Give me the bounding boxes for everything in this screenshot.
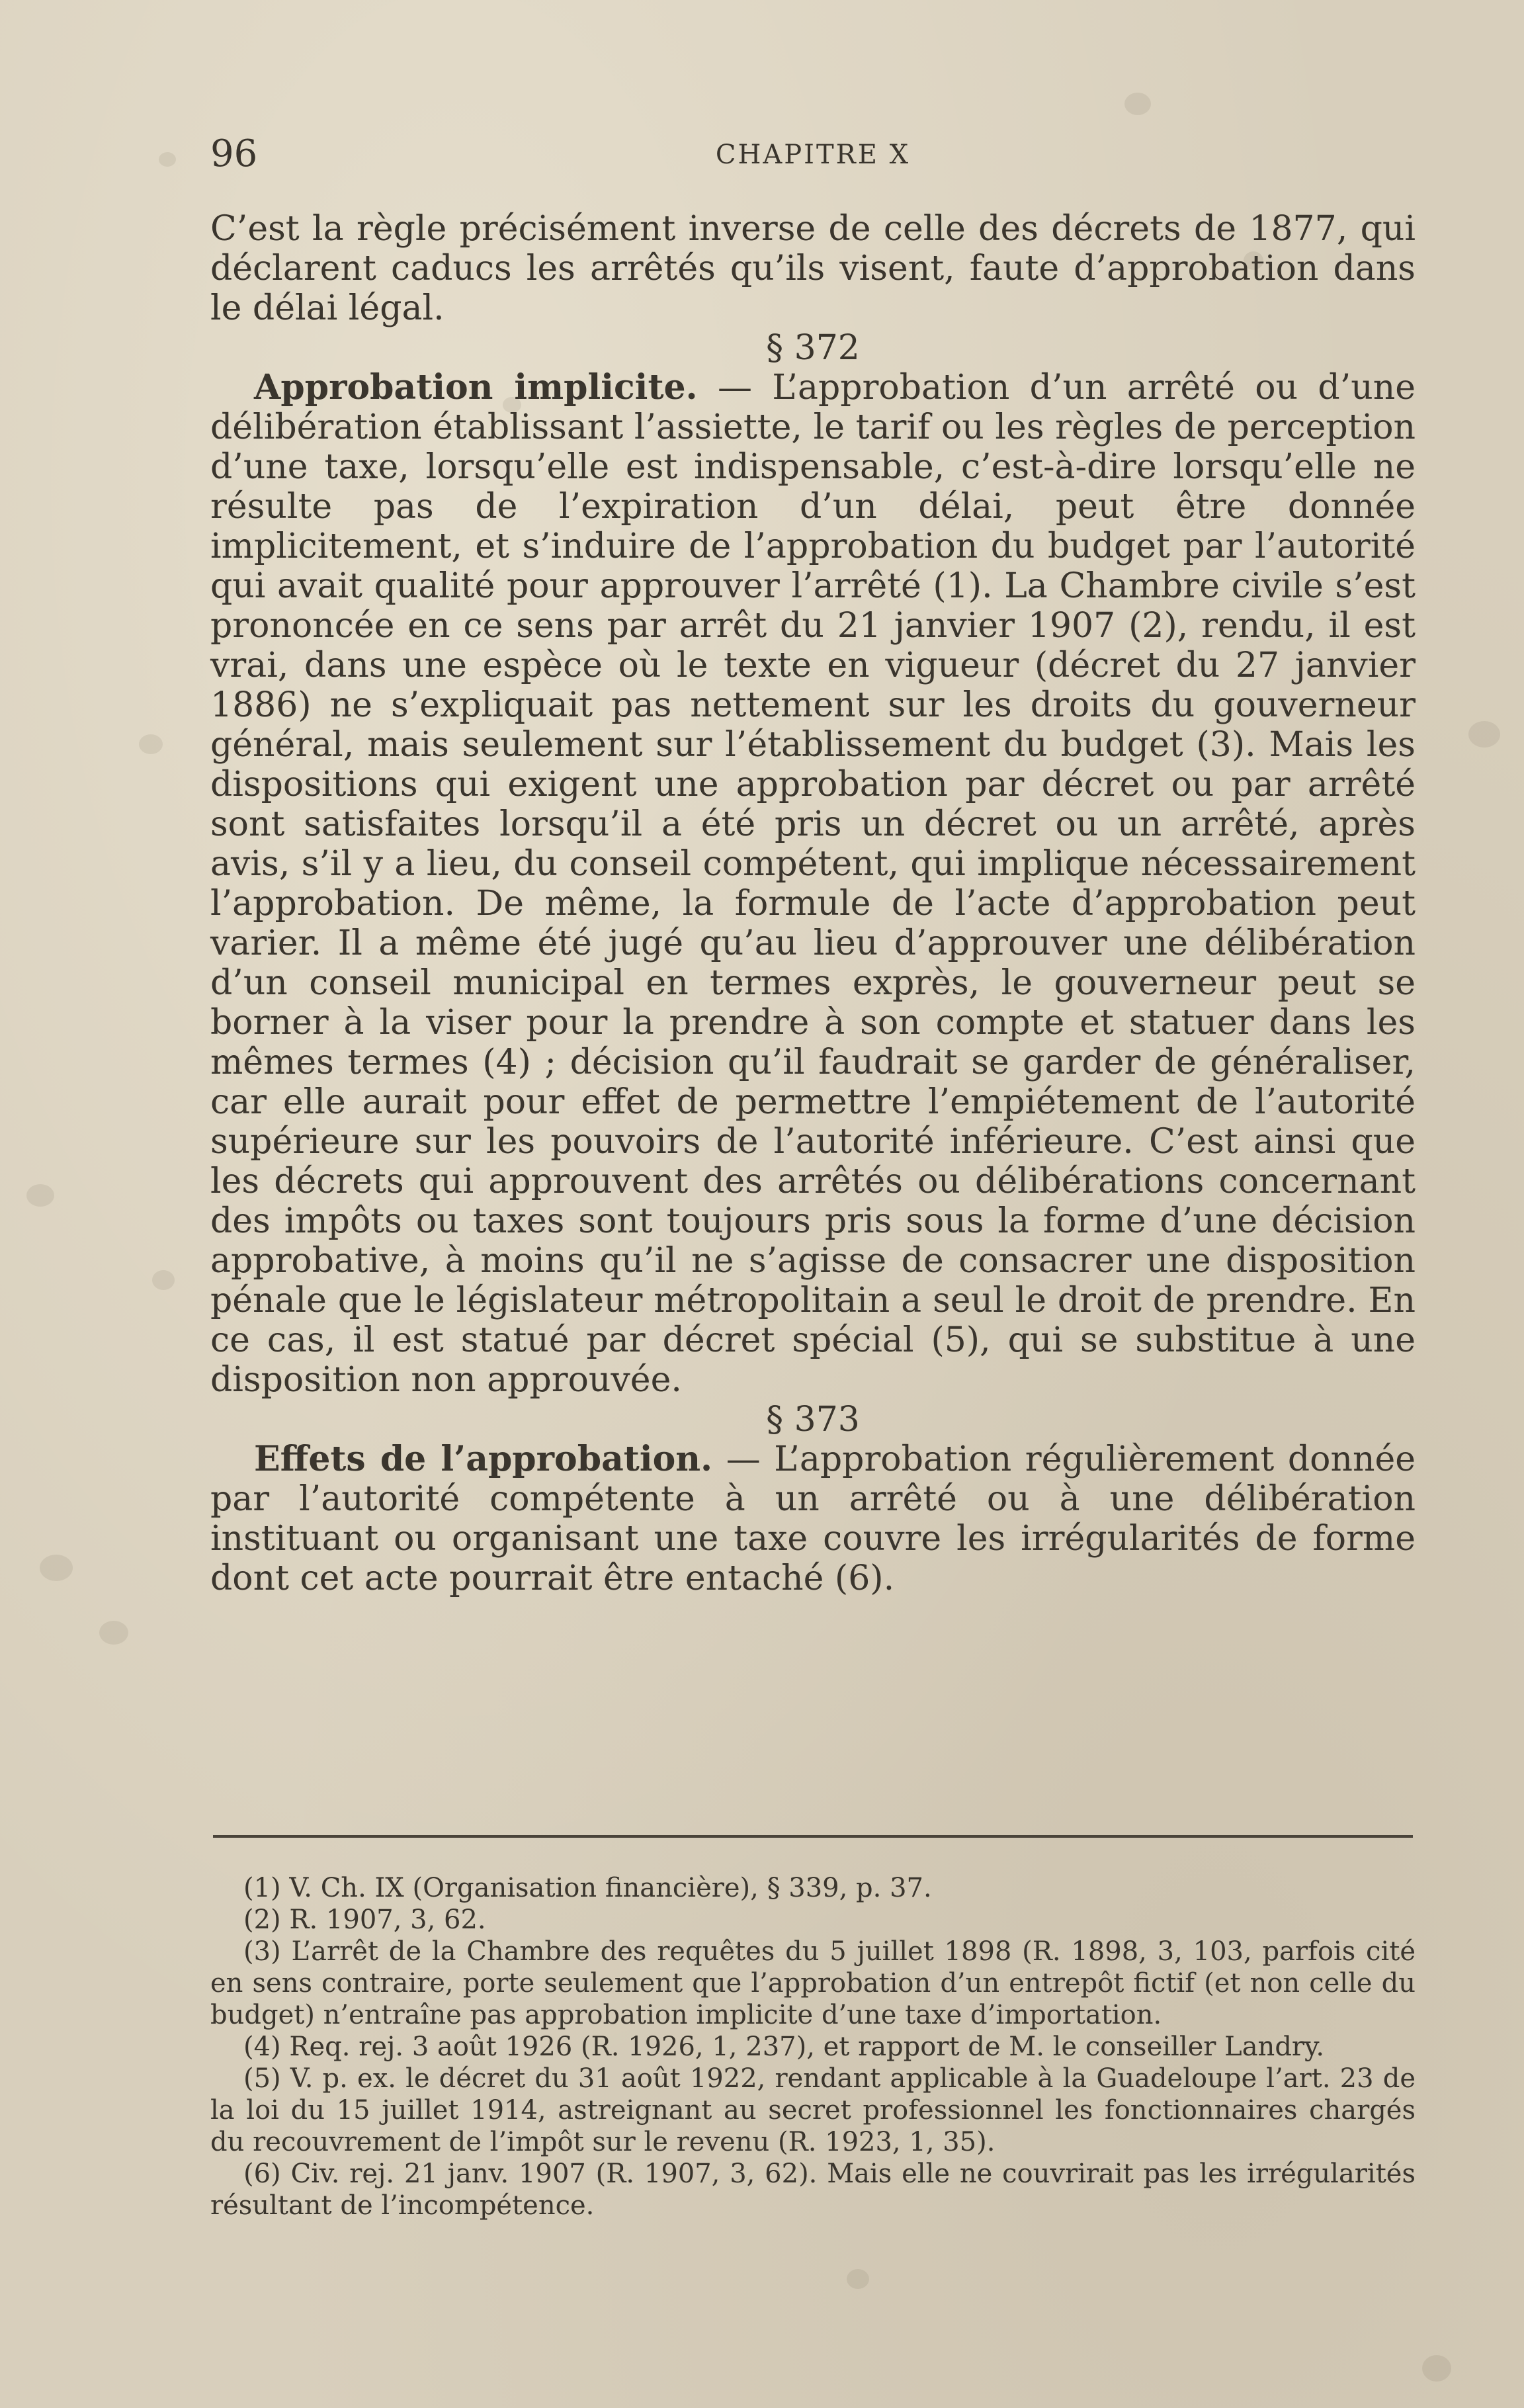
paper-spot <box>1124 93 1151 115</box>
section-paragraph-373 <box>210 1440 1416 1598</box>
chapter-title: CHAPITRE X <box>715 140 911 170</box>
section-paragraph-372 <box>210 368 1416 1400</box>
footnote: (1) V. Ch. IX (Organisation financière), § 339, p. 37. <box>243 1873 932 1903</box>
footnote-divider <box>213 1835 1413 1838</box>
footnote: (5) V. p. ex. le décret du 31 août 1922, rendant applicable à la Guadeloupe l’art. 23 de la loi du 15 juillet 1914, astreignant au secret professionnel les fonctionnaires chargés du recouvrement de l’impôt sur le revenu (R. 1923, 1, 35). <box>210 2063 1416 2157</box>
continued-paragraph: C’est la règle précisément inverse de celle des décrets de 1877, qui déclarent caducs les arrêtés qu’ils visent, faute d’approbation dans le délai légal. <box>210 209 1416 328</box>
footnotes <box>210 1872 1416 2221</box>
paper-spot <box>1422 2355 1451 2382</box>
paper-spot <box>1468 721 1500 748</box>
section-heading-373: § 373 <box>766 1400 860 1440</box>
section-text-373: L’approbation régulièrement donnée par l’autorité compétente à un arrêté ou à une délibération instituant ou organisant une taxe couvre les irrégularités de forme dont cet acte pourrait être entaché (6). <box>210 1440 1416 1598</box>
rubric-dash: — <box>712 1440 775 1479</box>
paper-spot <box>26 1184 54 1207</box>
footnote: (6) Civ. rej. 21 janv. 1907 (R. 1907, 3, 62). Mais elle ne couvrirait pas les irrégularités résultant de l’incompétence. <box>210 2159 1416 2221</box>
footnote: (4) Req. rej. 3 août 1926 (R. 1926, 1, 237), et rapport de M. le conseiller Landry. <box>243 2032 1325 2062</box>
paper-spot <box>139 734 163 754</box>
running-head <box>210 131 1416 177</box>
footnote: (2) R. 1907, 3, 62. <box>243 1905 486 1935</box>
paper-spot <box>40 1555 73 1581</box>
main-text <box>210 209 1416 1598</box>
paper-spot <box>159 152 176 167</box>
section-rubric-372: Approbation implicite. <box>254 367 698 408</box>
paper-spot <box>152 1270 175 1290</box>
paper-spot <box>847 2269 869 2289</box>
rubric-dash: — <box>697 368 773 408</box>
section-heading-372: § 372 <box>766 328 860 368</box>
section-text-372: L’approbation d’un arrêté ou d’une délibération établissant l’assiette, le tarif ou les règles de perception d’une taxe, lorsqu’elle est indispensable, c’est-à-dire lorsqu’elle ne résulte pas de l’expiration d’un délai, peut être donnée implicitement, et s’induire de l’approbation du budget par l’autorité qui avait qualité pour approuver l’arrêté (1). La Chambre civile s’est prononcée en ce sens par arrêt du 21 janvier 1907 (2), rendu, il est vrai, dans une espèce où le texte en vigueur (décret du 27 janvier 1886) ne s’expliquait pas nettement sur les droits du gouverneur général, mais seulement sur l’établissement du budget (3). Mais les dispositions qui exigent une approbation par décret ou par arrêté sont satisfaites lorsqu’il a été pris un décret ou un arrêté, après avis, s’il y a lieu, du conseil compétent, qui implique nécessairement l’approbation. De même, la formule de l’acte d’approbation peut varier. Il a même été jugé qu’au lieu d’approuver une délibération d’un conseil municipal en termes exprès, le gouverneur peut se borner à la viser pour la prendre à son compte et statuer dans les mêmes termes (4) ; décision qu’il faudrait se garder de généraliser, car elle aurait pour effet de permettre l’empiétement de l’autorité supérieure sur les pouvoirs de l’autorité inférieure. C’est ainsi que les décrets qui approuvent des arrêtés ou délibérations concernant des impôts ou taxes sont toujours pris sous la forme d’une décision approbative, à moins qu’il ne s’agisse de consacrer une disposition pénale que le législateur métropolitain a seul le droit de prendre. En ce cas, il est statué par décret spécial (5), qui se substitue à une disposition non approuvée. <box>210 368 1416 1400</box>
footnote: (3) L’arrêt de la Chambre des requêtes du 5 juillet 1898 (R. 1898, 3, 103, parfois cité en sens contraire, porte seulement que l’approbation d’un entrepôt fictif (et non celle du budget) n’entraîne pas approbation implicite d’une taxe d’importation. <box>210 1936 1416 2030</box>
section-rubric-373: Effets de l’approbation. <box>254 1439 713 1479</box>
page-number: 96 <box>210 132 258 175</box>
paper-spot <box>99 1621 128 1645</box>
